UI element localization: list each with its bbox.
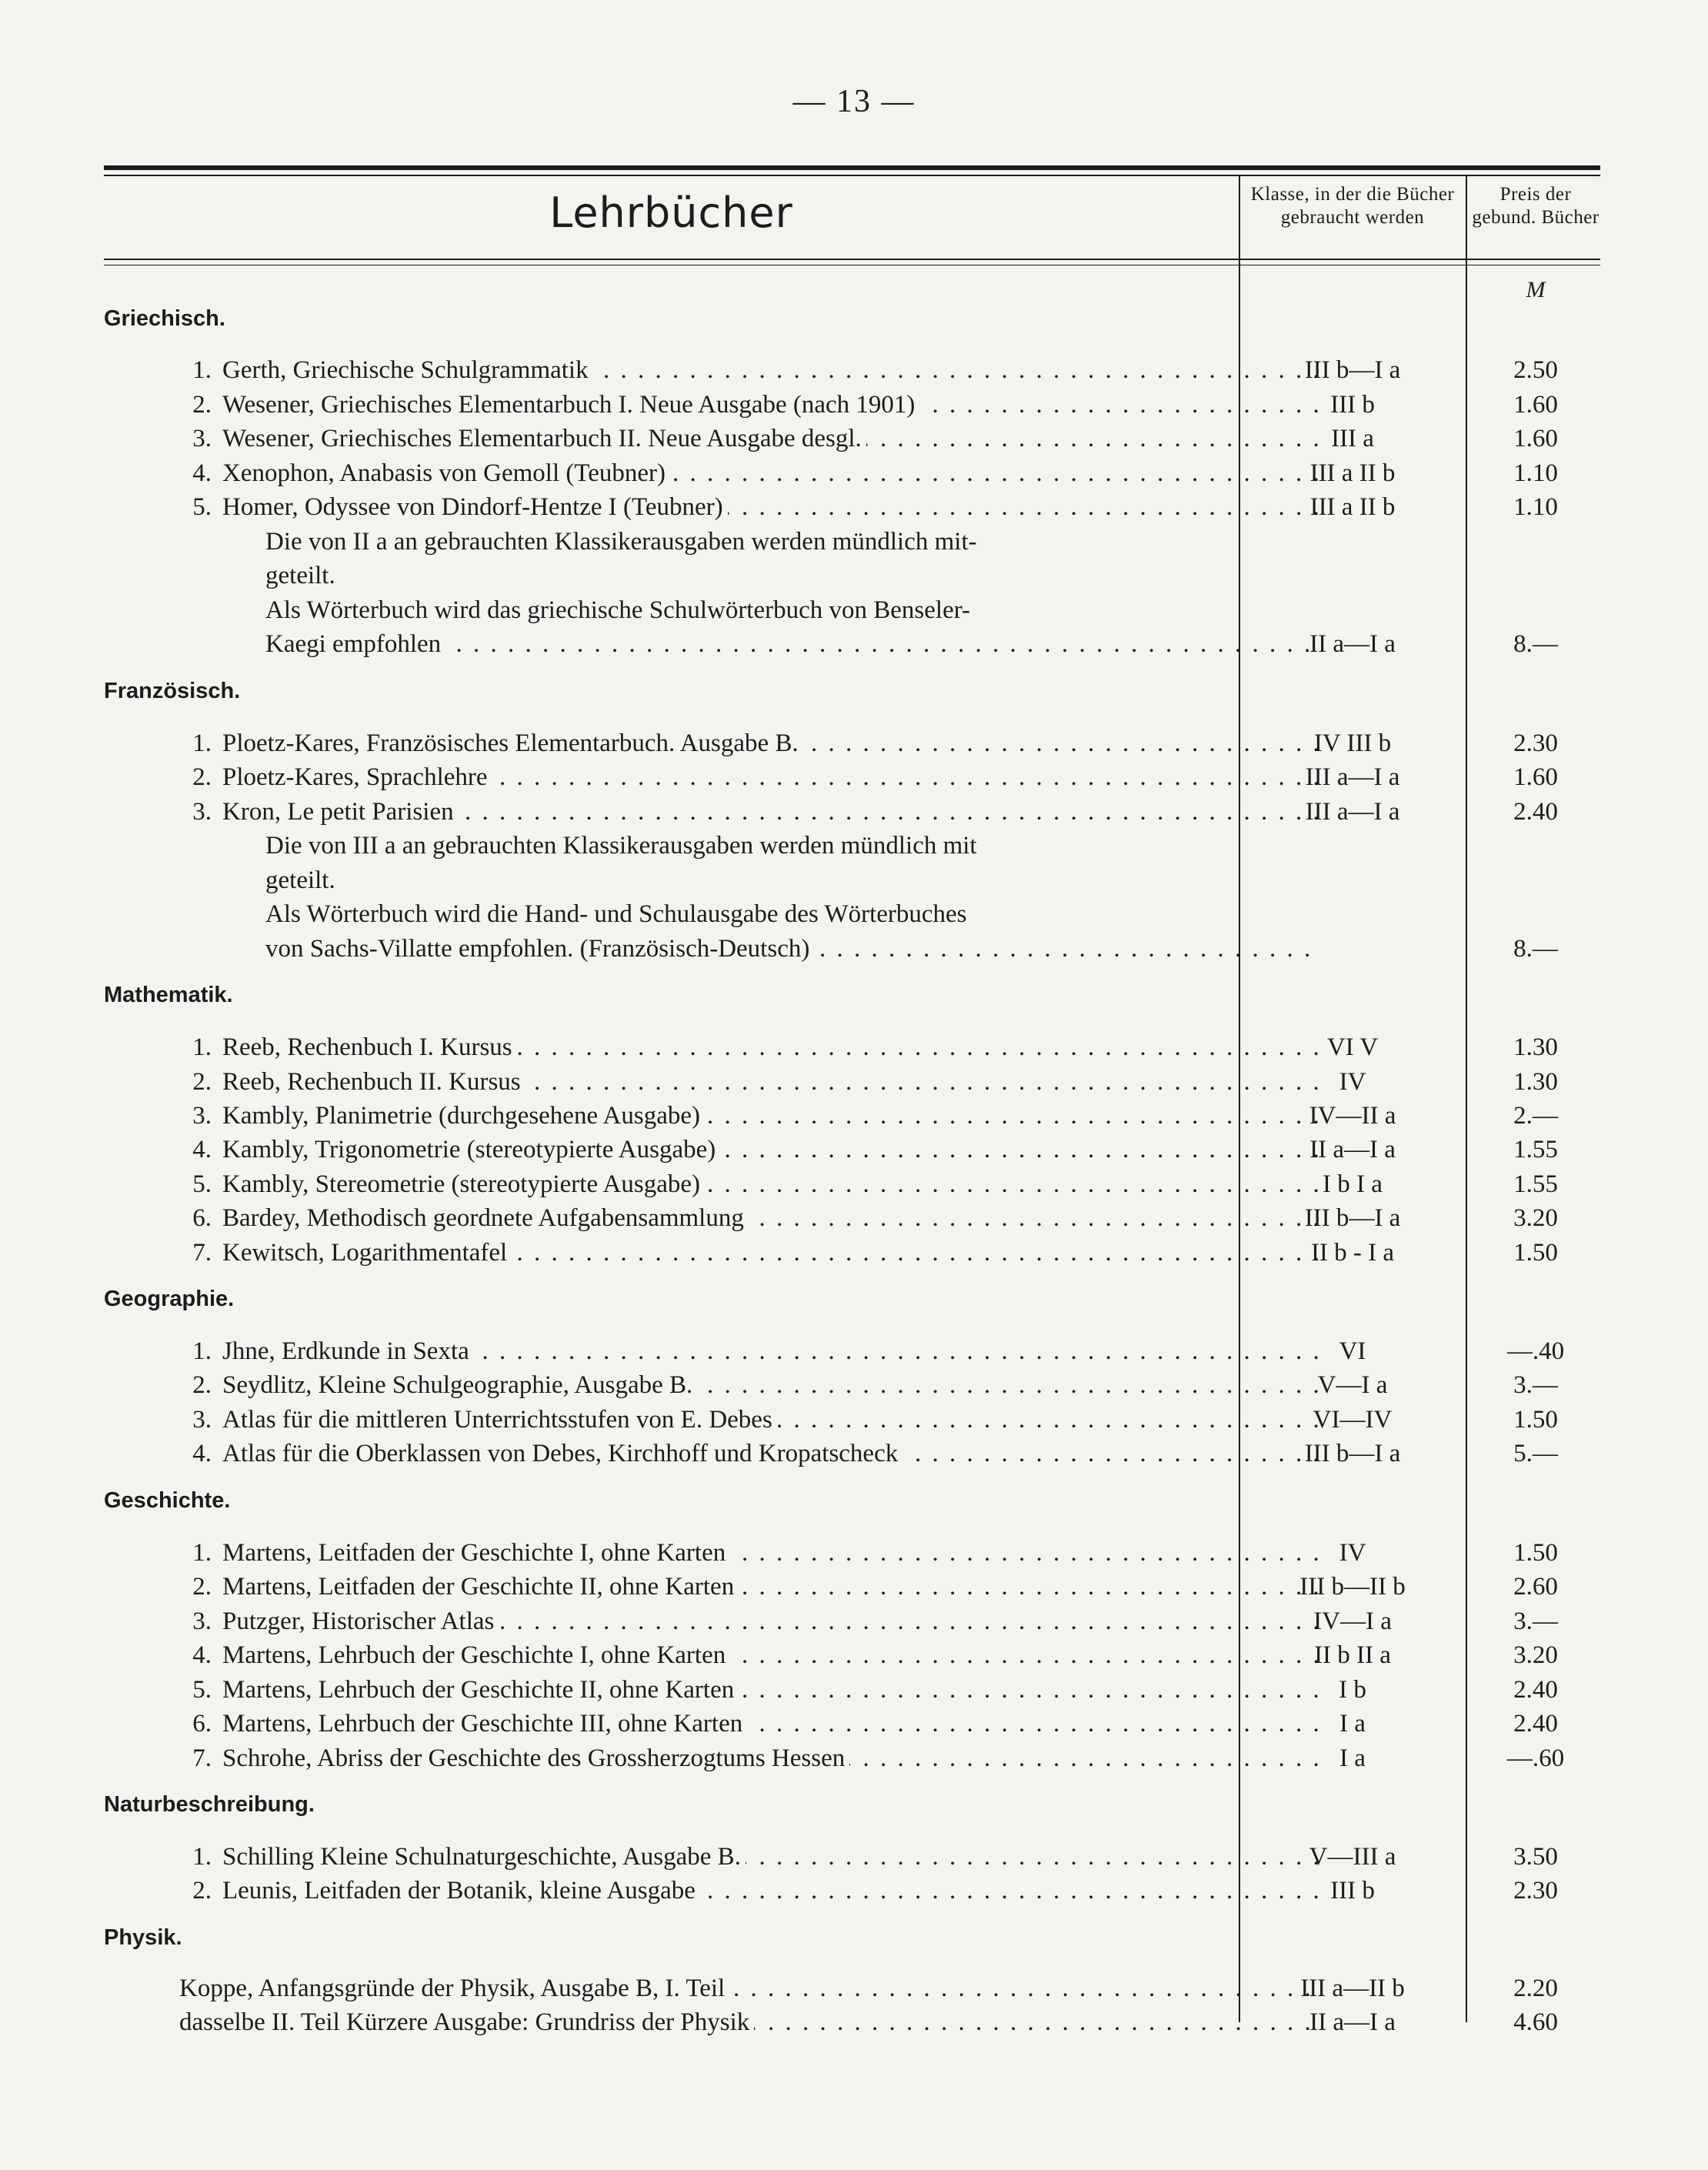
note-line: geteilt. [265, 866, 335, 894]
section-heading: Naturbeschreibung. [104, 1792, 315, 1817]
item-title [179, 1975, 1323, 2003]
table-row [104, 2008, 1600, 2042]
table-row [104, 1877, 1600, 1911]
table-row-final [104, 935, 1600, 969]
item-price: 2.— [1513, 1102, 1558, 1130]
item-title-text: Atlas für die Oberklassen von Debes, Kirchhoff und Kropatscheck [222, 1440, 902, 1467]
item-title [222, 459, 1323, 488]
item-price: 4.60 [1513, 2008, 1558, 2036]
section-heading: Mathematik. [104, 983, 233, 1007]
item-title [222, 1204, 1323, 1233]
item-title [222, 1371, 1323, 1400]
table-row [104, 729, 1600, 763]
item-price: 1.30 [1513, 1033, 1558, 1061]
item-klasse: II b - I a [1310, 1239, 1395, 1267]
table-row [104, 1239, 1600, 1273]
item-title-text: Seydlitz, Kleine Schulgeographie, Ausgabe B. [222, 1371, 697, 1399]
item-title [222, 1744, 1323, 1773]
item-title-text: Ploetz-Kares, Französisches Elementarbuch. Ausgabe B. [222, 729, 803, 757]
table-row [104, 1170, 1600, 1204]
table-row [104, 459, 1600, 493]
item-number: 3. [192, 1607, 212, 1635]
item-title [222, 1068, 1323, 1097]
item-klasse: III a—II b [1300, 1975, 1405, 2002]
item-klasse: III a II b [1309, 459, 1396, 487]
item-klasse: III a II b [1309, 493, 1396, 521]
table-row [104, 1676, 1600, 1710]
table-row [104, 1744, 1600, 1778]
item-number: 2. [192, 1877, 212, 1905]
item-klasse: IV [1339, 1068, 1366, 1096]
table-row [104, 391, 1600, 425]
item-title-text: Putzger, Historischer Atlas [222, 1607, 499, 1635]
item-title [222, 1102, 1323, 1130]
header-rule-thin [104, 175, 1600, 176]
item-price: 2.20 [1513, 1975, 1558, 2002]
note-line: Die von II a an gebrauchten Klassikerausgaben werden mündlich mit- [265, 528, 977, 556]
item-price: —.60 [1506, 1744, 1565, 1772]
table-row [104, 1539, 1600, 1573]
column-header-klasse: Klasse, in der die Bücher gebraucht werden [1250, 184, 1455, 228]
item-klasse: III b—I a [1304, 1204, 1401, 1232]
item-klasse: III a—I a [1305, 763, 1400, 791]
table-row [104, 425, 1600, 459]
item-price: 3.20 [1513, 1641, 1558, 1669]
item-title [222, 1440, 1323, 1468]
section-heading: Griechisch. [104, 306, 225, 331]
item-title [265, 630, 1323, 659]
item-price: 2.60 [1513, 1573, 1558, 1601]
item-title [222, 1676, 1323, 1704]
item-number: 5. [192, 493, 212, 521]
item-price: 2.50 [1513, 356, 1558, 384]
note-line: Als Wörterbuch wird das griechische Schulwörterbuch von Benseler- [265, 596, 971, 624]
item-title [222, 1033, 1323, 1062]
table-row-final [104, 630, 1600, 664]
item-number: 5. [192, 1676, 212, 1704]
item-klasse: I a [1339, 1710, 1366, 1738]
item-number: 7. [192, 1239, 212, 1267]
item-title-text: Martens, Lehrbuch der Geschichte III, ohne Karten [222, 1710, 747, 1738]
item-title [222, 1607, 1323, 1636]
item-title-text: Kambly, Planimetrie (durchgesehene Ausgabe) [222, 1102, 705, 1130]
item-price: 1.30 [1513, 1068, 1558, 1096]
item-title-text: Homer, Odyssee von Dindorf-Hentze I (Teubner) [222, 493, 728, 521]
item-title-text: Martens, Lehrbuch der Geschichte II, ohne Karten [222, 1676, 739, 1704]
item-klasse: IV—II a [1309, 1102, 1396, 1130]
item-number: 4. [192, 1641, 212, 1669]
item-title-text: Kron, Le petit Parisien [222, 798, 459, 826]
item-number: 2. [192, 391, 212, 419]
item-price: 2.30 [1513, 729, 1558, 757]
item-number: 7. [192, 1744, 212, 1772]
item-number: 1. [192, 1843, 212, 1871]
item-number: 1. [192, 729, 212, 757]
item-klasse: IV—I a [1313, 1607, 1392, 1635]
item-klasse: VI V [1326, 1033, 1379, 1061]
table-row [104, 1204, 1600, 1238]
item-number: 3. [192, 1406, 212, 1434]
item-title-text: Wesener, Griechisches Elementarbuch I. Neue Ausgabe (nach 1901) [222, 391, 919, 419]
item-klasse: III b [1330, 391, 1375, 419]
item-title [222, 391, 1323, 419]
page-number: — 13 — [792, 84, 916, 119]
item-price: 1.50 [1513, 1406, 1558, 1434]
item-number: 3. [192, 1102, 212, 1130]
table-row [104, 1975, 1600, 2008]
item-klasse: II b II a [1314, 1641, 1391, 1669]
item-title [222, 1843, 1323, 1871]
item-price: 3.— [1513, 1607, 1558, 1635]
item-title-text: Kewitsch, Logarithmentafel [222, 1239, 512, 1267]
item-title [222, 1136, 1323, 1164]
item-title [222, 356, 1323, 385]
item-number: 4. [192, 1136, 212, 1163]
table-row [104, 1440, 1600, 1474]
item-price: 2.30 [1513, 1877, 1558, 1905]
table-row [104, 493, 1600, 527]
item-title-text: Reeb, Rechenbuch II. Kursus [222, 1068, 525, 1096]
item-klasse: I a [1339, 1744, 1366, 1772]
note-line: Die von III a an gebrauchten Klassikerausgaben werden mündlich mit [265, 832, 977, 860]
item-price: 2.40 [1513, 798, 1558, 826]
item-number: 6. [192, 1710, 212, 1738]
item-klasse: III b—I a [1304, 356, 1401, 384]
item-title-text: Leunis, Leitfaden der Botanik, kleine Ausgabe [222, 1877, 700, 1905]
currency-symbol: M [1526, 277, 1546, 302]
item-price: 1.10 [1513, 493, 1558, 521]
table-row [104, 1033, 1600, 1067]
item-title [222, 763, 1323, 792]
item-title-text: Martens, Lehrbuch der Geschichte I, ohne Karten [222, 1641, 730, 1669]
item-price: 1.50 [1513, 1239, 1558, 1267]
item-title [222, 1539, 1323, 1567]
item-price: 8.— [1513, 630, 1558, 658]
item-number: 1. [192, 1337, 212, 1365]
header-bottom-rule [104, 259, 1600, 260]
item-price: 5.— [1513, 1440, 1558, 1467]
item-title [222, 1573, 1323, 1601]
item-title [222, 1239, 1323, 1267]
table-row [104, 1068, 1600, 1102]
table-row [104, 1337, 1600, 1371]
column-header-preis: Preis der gebund. Bücher [1472, 184, 1600, 228]
item-klasse: VI [1339, 1337, 1366, 1365]
item-number: 3. [192, 798, 212, 826]
item-price: 1.60 [1513, 763, 1558, 791]
note-line: Als Wörterbuch wird die Hand- und Schulausgabe des Wörterbuches [265, 900, 967, 928]
section-heading: Französisch. [104, 679, 241, 703]
item-title-text: Kaegi empfohlen [265, 630, 445, 658]
item-price: 3.— [1513, 1371, 1558, 1399]
item-number: 2. [192, 1068, 212, 1096]
item-klasse: III b—II b [1299, 1573, 1406, 1601]
item-title-text: Wesener, Griechisches Elementarbuch II. Neue Ausgabe desgl. [222, 425, 866, 452]
item-title [222, 1337, 1323, 1366]
item-title-text: Reeb, Rechenbuch I. Kursus [222, 1033, 517, 1061]
item-title [179, 2008, 1323, 2037]
item-title [222, 493, 1323, 522]
item-title-text: Atlas für die mittleren Unterrichtsstufen von E. Debes [222, 1406, 777, 1434]
table-row [104, 763, 1600, 797]
item-title-text: Koppe, Anfangsgründe der Physik, Ausgabe B, I. Teil [179, 1975, 729, 2002]
item-number: 2. [192, 1371, 212, 1399]
table-row [104, 798, 1600, 832]
item-klasse: I b I a [1323, 1170, 1383, 1198]
item-title-text: Schilling Kleine Schulnaturgeschichte, Ausgabe B. [222, 1843, 746, 1871]
table-row [104, 1406, 1600, 1440]
table-row [104, 1573, 1600, 1607]
item-price: 1.60 [1513, 425, 1558, 452]
item-title [222, 1406, 1323, 1434]
item-title-text: Martens, Leitfaden der Geschichte II, ohne Karten [222, 1573, 739, 1601]
item-title [222, 1641, 1323, 1670]
item-number: 2. [192, 763, 212, 791]
section-heading: Geschichte. [104, 1488, 231, 1513]
item-klasse: III b—I a [1304, 1440, 1401, 1467]
item-number: 1. [192, 1033, 212, 1061]
table-row [104, 1710, 1600, 1744]
item-number: 4. [192, 1440, 212, 1467]
section-heading: Physik. [104, 1925, 182, 1950]
item-title-text: Ploetz-Kares, Sprachlehre [222, 763, 492, 791]
table-row [104, 1136, 1600, 1170]
item-number: 4. [192, 459, 212, 487]
item-price: 1.55 [1513, 1136, 1558, 1163]
item-klasse: III a—I a [1305, 798, 1400, 826]
item-klasse: VI—IV [1313, 1406, 1393, 1434]
table-row [104, 1641, 1600, 1675]
item-price: 3.20 [1513, 1204, 1558, 1232]
item-price: —.40 [1506, 1337, 1565, 1365]
item-price: 2.40 [1513, 1676, 1558, 1704]
table-row [104, 1607, 1600, 1641]
item-title [222, 1877, 1323, 1905]
item-klasse: V—I a [1317, 1371, 1388, 1399]
section-heading: Geographie. [104, 1287, 235, 1311]
table-row [104, 1102, 1600, 1136]
item-number: 1. [192, 1539, 212, 1567]
item-title-text: Bardey, Methodisch geordnete Aufgabensammlung [222, 1204, 749, 1232]
item-title [222, 1710, 1323, 1738]
item-title [222, 729, 1323, 758]
item-klasse: II a—I a [1309, 630, 1396, 658]
item-title [222, 798, 1323, 826]
item-title-text: Jhne, Erdkunde in Sexta [222, 1337, 474, 1365]
item-number: 2. [192, 1573, 212, 1601]
item-klasse: III b [1330, 1877, 1375, 1905]
item-klasse: IV [1339, 1539, 1366, 1567]
item-number: 1. [192, 356, 212, 384]
item-number: 3. [192, 425, 212, 452]
note-line: geteilt. [265, 562, 335, 589]
item-price: 3.50 [1513, 1843, 1558, 1871]
item-title-text: dasselbe II. Teil Kürzere Ausgabe: Grundriss der Physik [179, 2008, 754, 2036]
item-title-text: Gerth, Griechische Schulgrammatik [222, 356, 593, 384]
item-title-text: Kambly, Stereometrie (stereotypierte Ausgabe) [222, 1170, 705, 1198]
item-title [222, 425, 1323, 453]
item-klasse: I b [1339, 1676, 1366, 1704]
item-title-text: Martens, Leitfaden der Geschichte I, ohne Karten [222, 1539, 730, 1567]
item-title-text: Xenophon, Anabasis von Gemoll (Teubner) [222, 459, 670, 487]
item-klasse: V—III a [1309, 1843, 1396, 1871]
item-klasse: III a [1331, 425, 1374, 452]
item-klasse: II a—I a [1309, 2008, 1396, 2036]
item-price: 8.— [1513, 935, 1558, 963]
item-price: 2.40 [1513, 1710, 1558, 1738]
item-title [265, 935, 1323, 963]
item-price: 1.50 [1513, 1539, 1558, 1567]
item-number: 6. [192, 1204, 212, 1232]
item-title [222, 1170, 1323, 1199]
item-title-text: von Sachs-Villatte empfohlen. (Französisch-Deutsch) [265, 935, 814, 963]
header-rule-thick [104, 165, 1600, 170]
item-price: 1.55 [1513, 1170, 1558, 1198]
item-price: 1.60 [1513, 391, 1558, 419]
table-row [104, 1843, 1600, 1877]
table-row [104, 1371, 1600, 1405]
item-number: 5. [192, 1170, 212, 1198]
item-title-text: Schrohe, Abriss der Geschichte des Grossherzogtums Hessen [222, 1744, 849, 1772]
item-klasse: IV III b [1313, 729, 1392, 757]
table-title: Lehrbücher [549, 189, 793, 237]
item-price: 1.10 [1513, 459, 1558, 487]
item-klasse: II a—I a [1309, 1136, 1396, 1163]
table-row [104, 356, 1600, 390]
item-title-text: Kambly, Trigonometrie (stereotypierte Ausgabe) [222, 1136, 720, 1163]
